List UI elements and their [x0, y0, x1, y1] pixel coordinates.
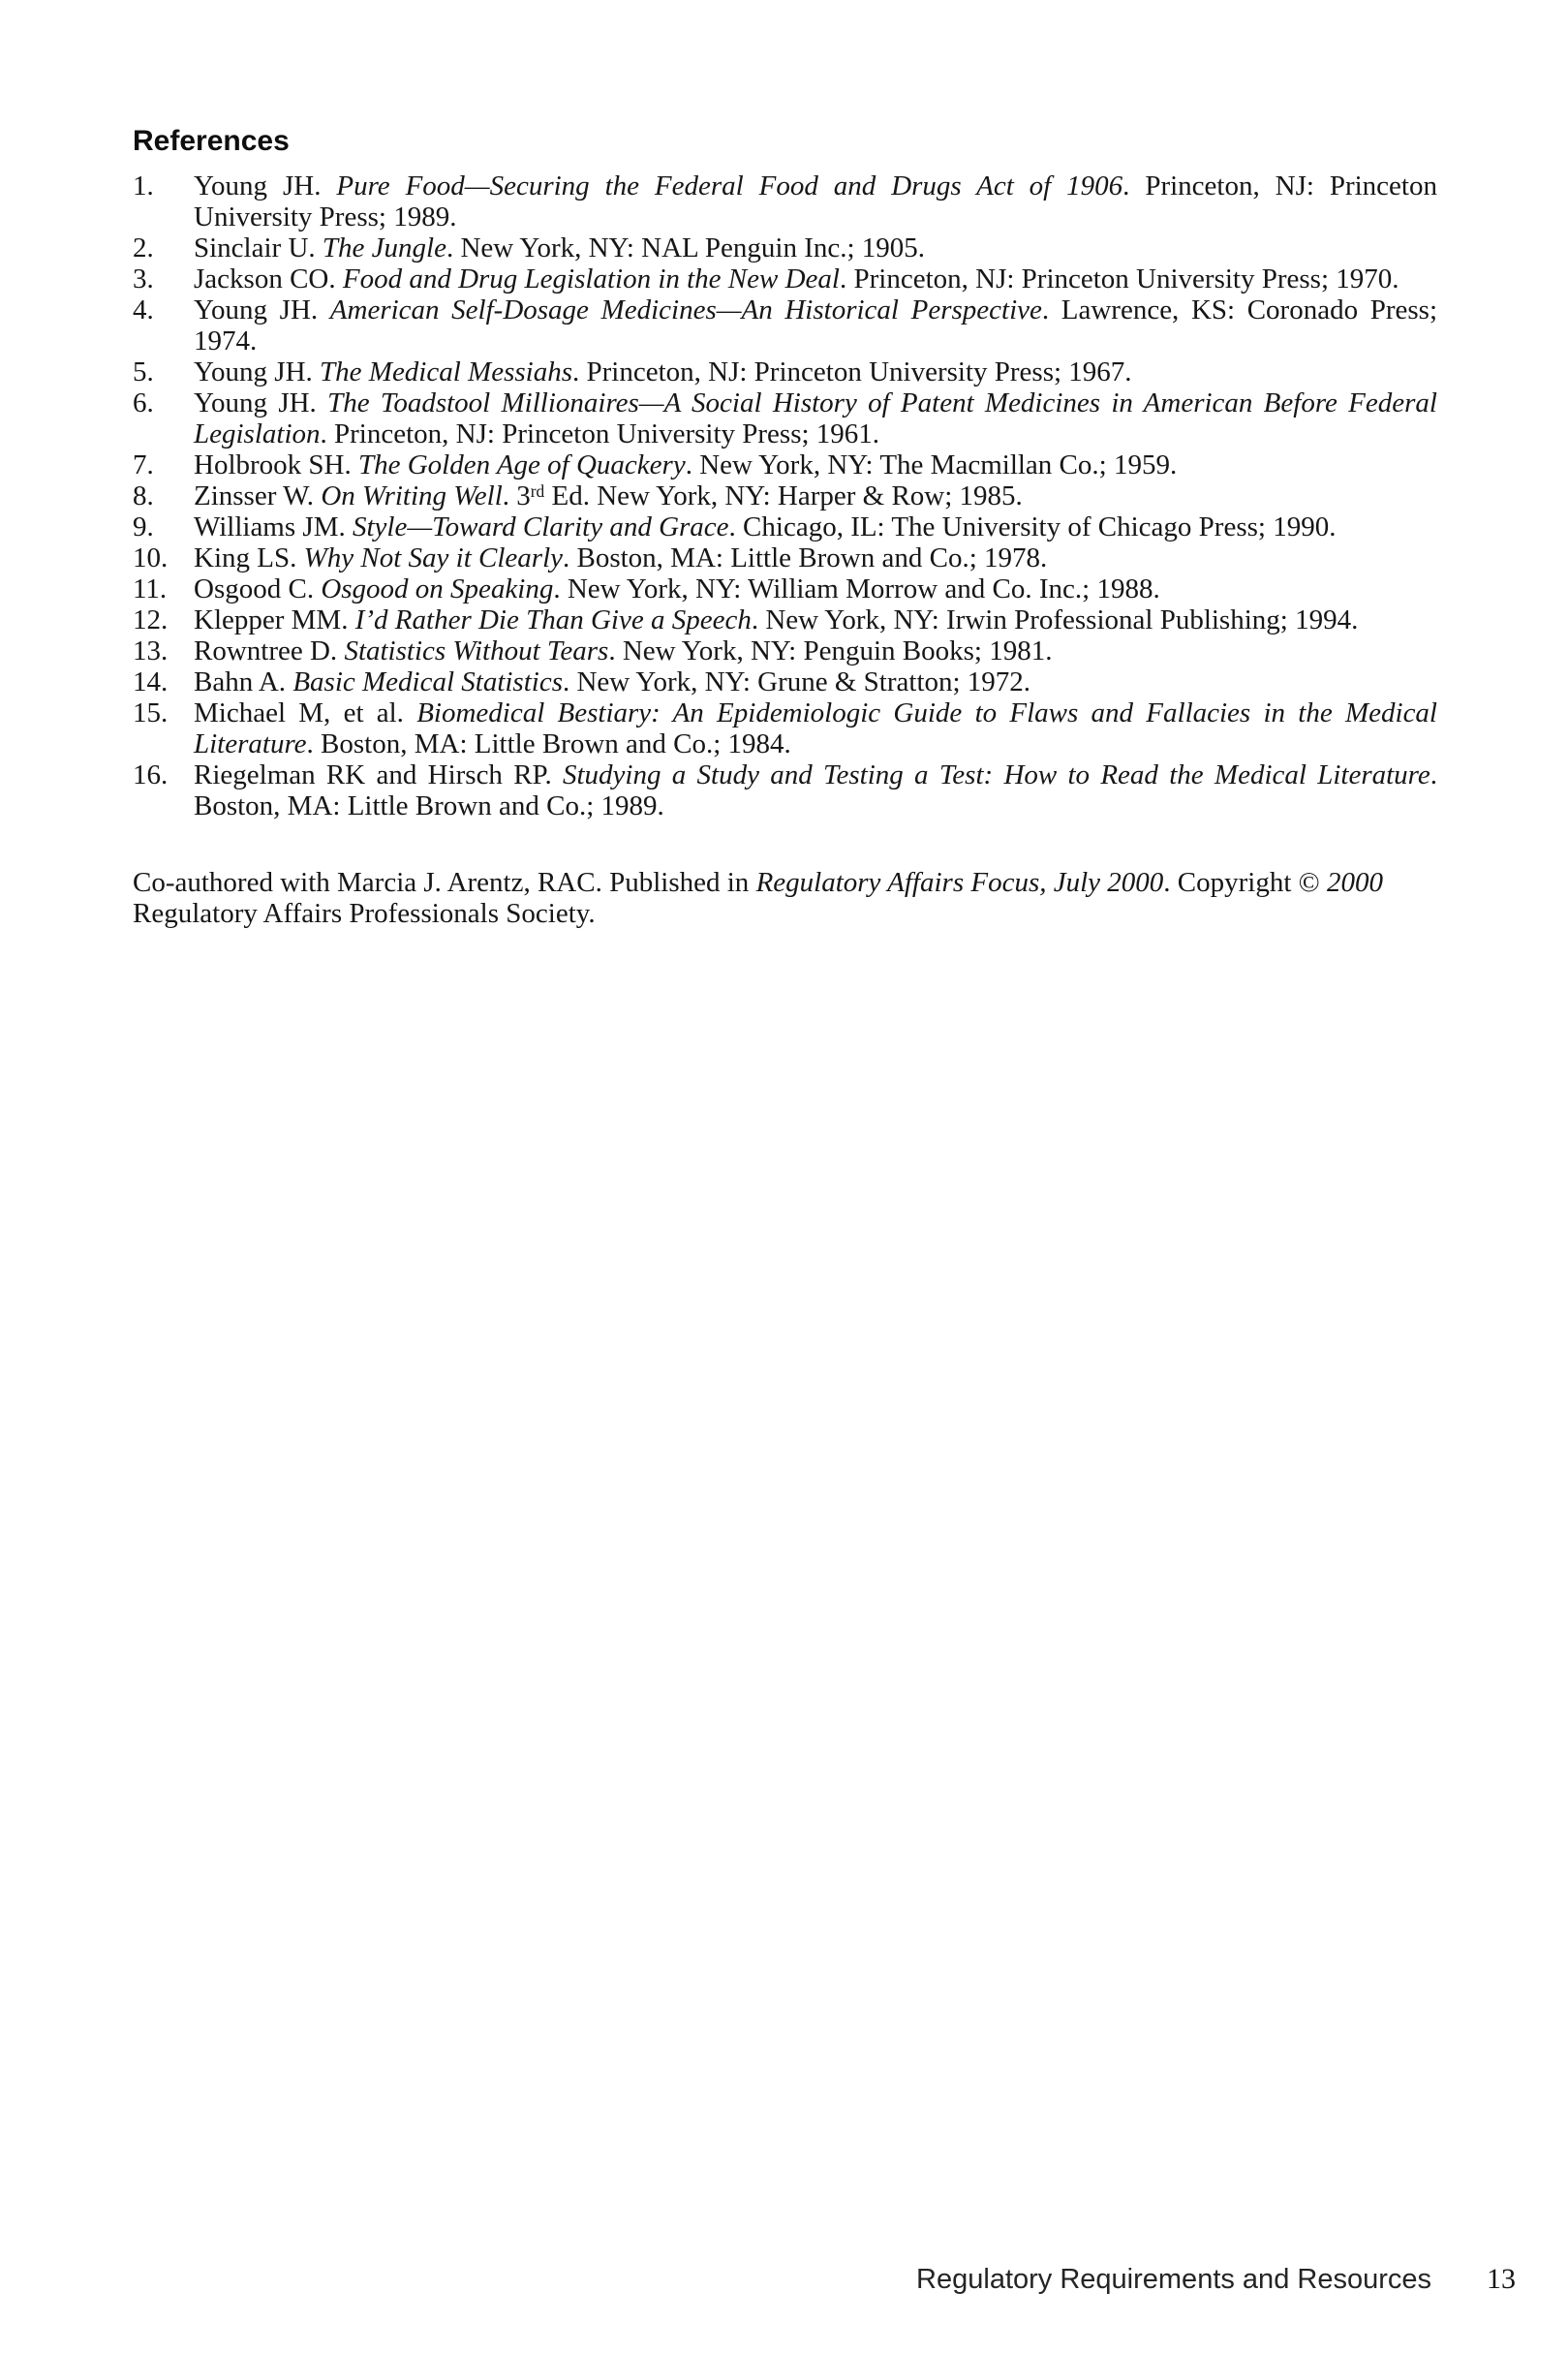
reference-number: 2. [133, 232, 154, 263]
running-footer-title: Regulatory Requirements and Resources [916, 2264, 1431, 2295]
reference-text: Klepper MM. I’d Rather Die Than Give a Speech. New York, NY: Irwin Professional Publishing; 1994. [194, 604, 1359, 635]
reference-number: 3. [133, 263, 154, 294]
page-number: 13 [1487, 2263, 1516, 2295]
reference-item [133, 387, 1437, 449]
reference-number: 15. [133, 697, 169, 728]
references-section [133, 125, 1437, 957]
reference-item [133, 666, 1437, 697]
reference-text: King LS. Why Not Say it Clearly. Boston, MA: Little Brown and Co.; 1978. [194, 542, 1048, 573]
reference-text: Bahn A. Basic Medical Statistics. New York, NY: Grune & Stratton; 1972. [194, 666, 1031, 697]
reference-text: Young JH. The Medical Messiahs. Princeton, NJ: Princeton University Press; 1967. [194, 356, 1132, 387]
colophon: Co-authored with Marcia J. Arentz, RAC. Published in Regulatory Affairs Focus, July 2000. Copyright © 2000 Regulatory Affairs Professionals Society. [133, 867, 1383, 929]
reference-item [133, 759, 1437, 821]
reference-number: 4. [133, 294, 154, 325]
reference-text: Riegelman RK and Hirsch RP. Studying a Study and Testing a Test: How to Read the Medical Literature. Boston, MA: Little Brown and Co.; 1989. [194, 759, 1437, 821]
page-footer [0, 2263, 1516, 2296]
reference-item [133, 635, 1437, 666]
reference-number: 10. [133, 542, 169, 573]
reference-text: Holbrook SH. The Golden Age of Quackery. New York, NY: The Macmillan Co.; 1959. [194, 449, 1178, 480]
reference-number: 11. [133, 573, 168, 604]
reference-item [133, 294, 1437, 356]
references-heading: References [133, 125, 290, 157]
reference-item [133, 511, 1437, 542]
reference-text: Young JH. Pure Food—Securing the Federal Food and Drugs Act of 1906. Princeton, NJ: Princeton University Press; 1989. [194, 170, 1437, 232]
reference-number: 14. [133, 666, 169, 697]
reference-item [133, 573, 1437, 604]
reference-number: 6. [133, 387, 154, 418]
reference-number: 13. [133, 635, 169, 666]
reference-text: Williams JM. Style—Toward Clarity and Grace. Chicago, IL: The University of Chicago Press; 1990. [194, 511, 1337, 542]
reference-text: Jackson CO. Food and Drug Legislation in the New Deal. Princeton, NJ: Princeton University Press; 1970. [194, 263, 1399, 294]
reference-item [133, 263, 1437, 294]
reference-number: 9. [133, 511, 154, 542]
reference-text: Young JH. The Toadstool Millionaires—A Social History of Patent Medicines in American Before Federal Legislation. Princeton, NJ: Princeton University Press; 1961. [194, 387, 1437, 449]
reference-number: 12. [133, 604, 169, 635]
reference-item [133, 542, 1437, 573]
reference-text: Young JH. American Self-Dosage Medicines—An Historical Perspective. Lawrence, KS: Coronado Press; 1974. [194, 294, 1437, 356]
reference-text: Zinsser W. On Writing Well. 3rd Ed. New York, NY: Harper & Row; 1985. [194, 480, 1023, 511]
reference-number: 5. [133, 356, 154, 387]
reference-text: Michael M, et al. Biomedical Bestiary: An Epidemiologic Guide to Flaws and Fallacies in the Medical Literature. Boston, MA: Little Brown and Co.; 1984. [194, 697, 1437, 759]
reference-item [133, 604, 1437, 635]
reference-text: Sinclair U. The Jungle. New York, NY: NAL Penguin Inc.; 1905. [194, 232, 926, 263]
reference-number: 8. [133, 480, 154, 511]
reference-item [133, 480, 1437, 511]
reference-number: 7. [133, 449, 154, 480]
reference-text: Rowntree D. Statistics Without Tears. New York, NY: Penguin Books; 1981. [194, 635, 1053, 666]
reference-text: Osgood C. Osgood on Speaking. New York, NY: William Morrow and Co. Inc.; 1988. [194, 573, 1160, 604]
reference-item [133, 356, 1437, 387]
reference-number: 1. [133, 170, 154, 201]
reference-item [133, 170, 1437, 232]
reference-number: 16. [133, 759, 169, 790]
reference-item [133, 697, 1437, 759]
reference-item [133, 232, 1437, 263]
reference-item [133, 449, 1437, 480]
reference-list [133, 170, 1437, 821]
